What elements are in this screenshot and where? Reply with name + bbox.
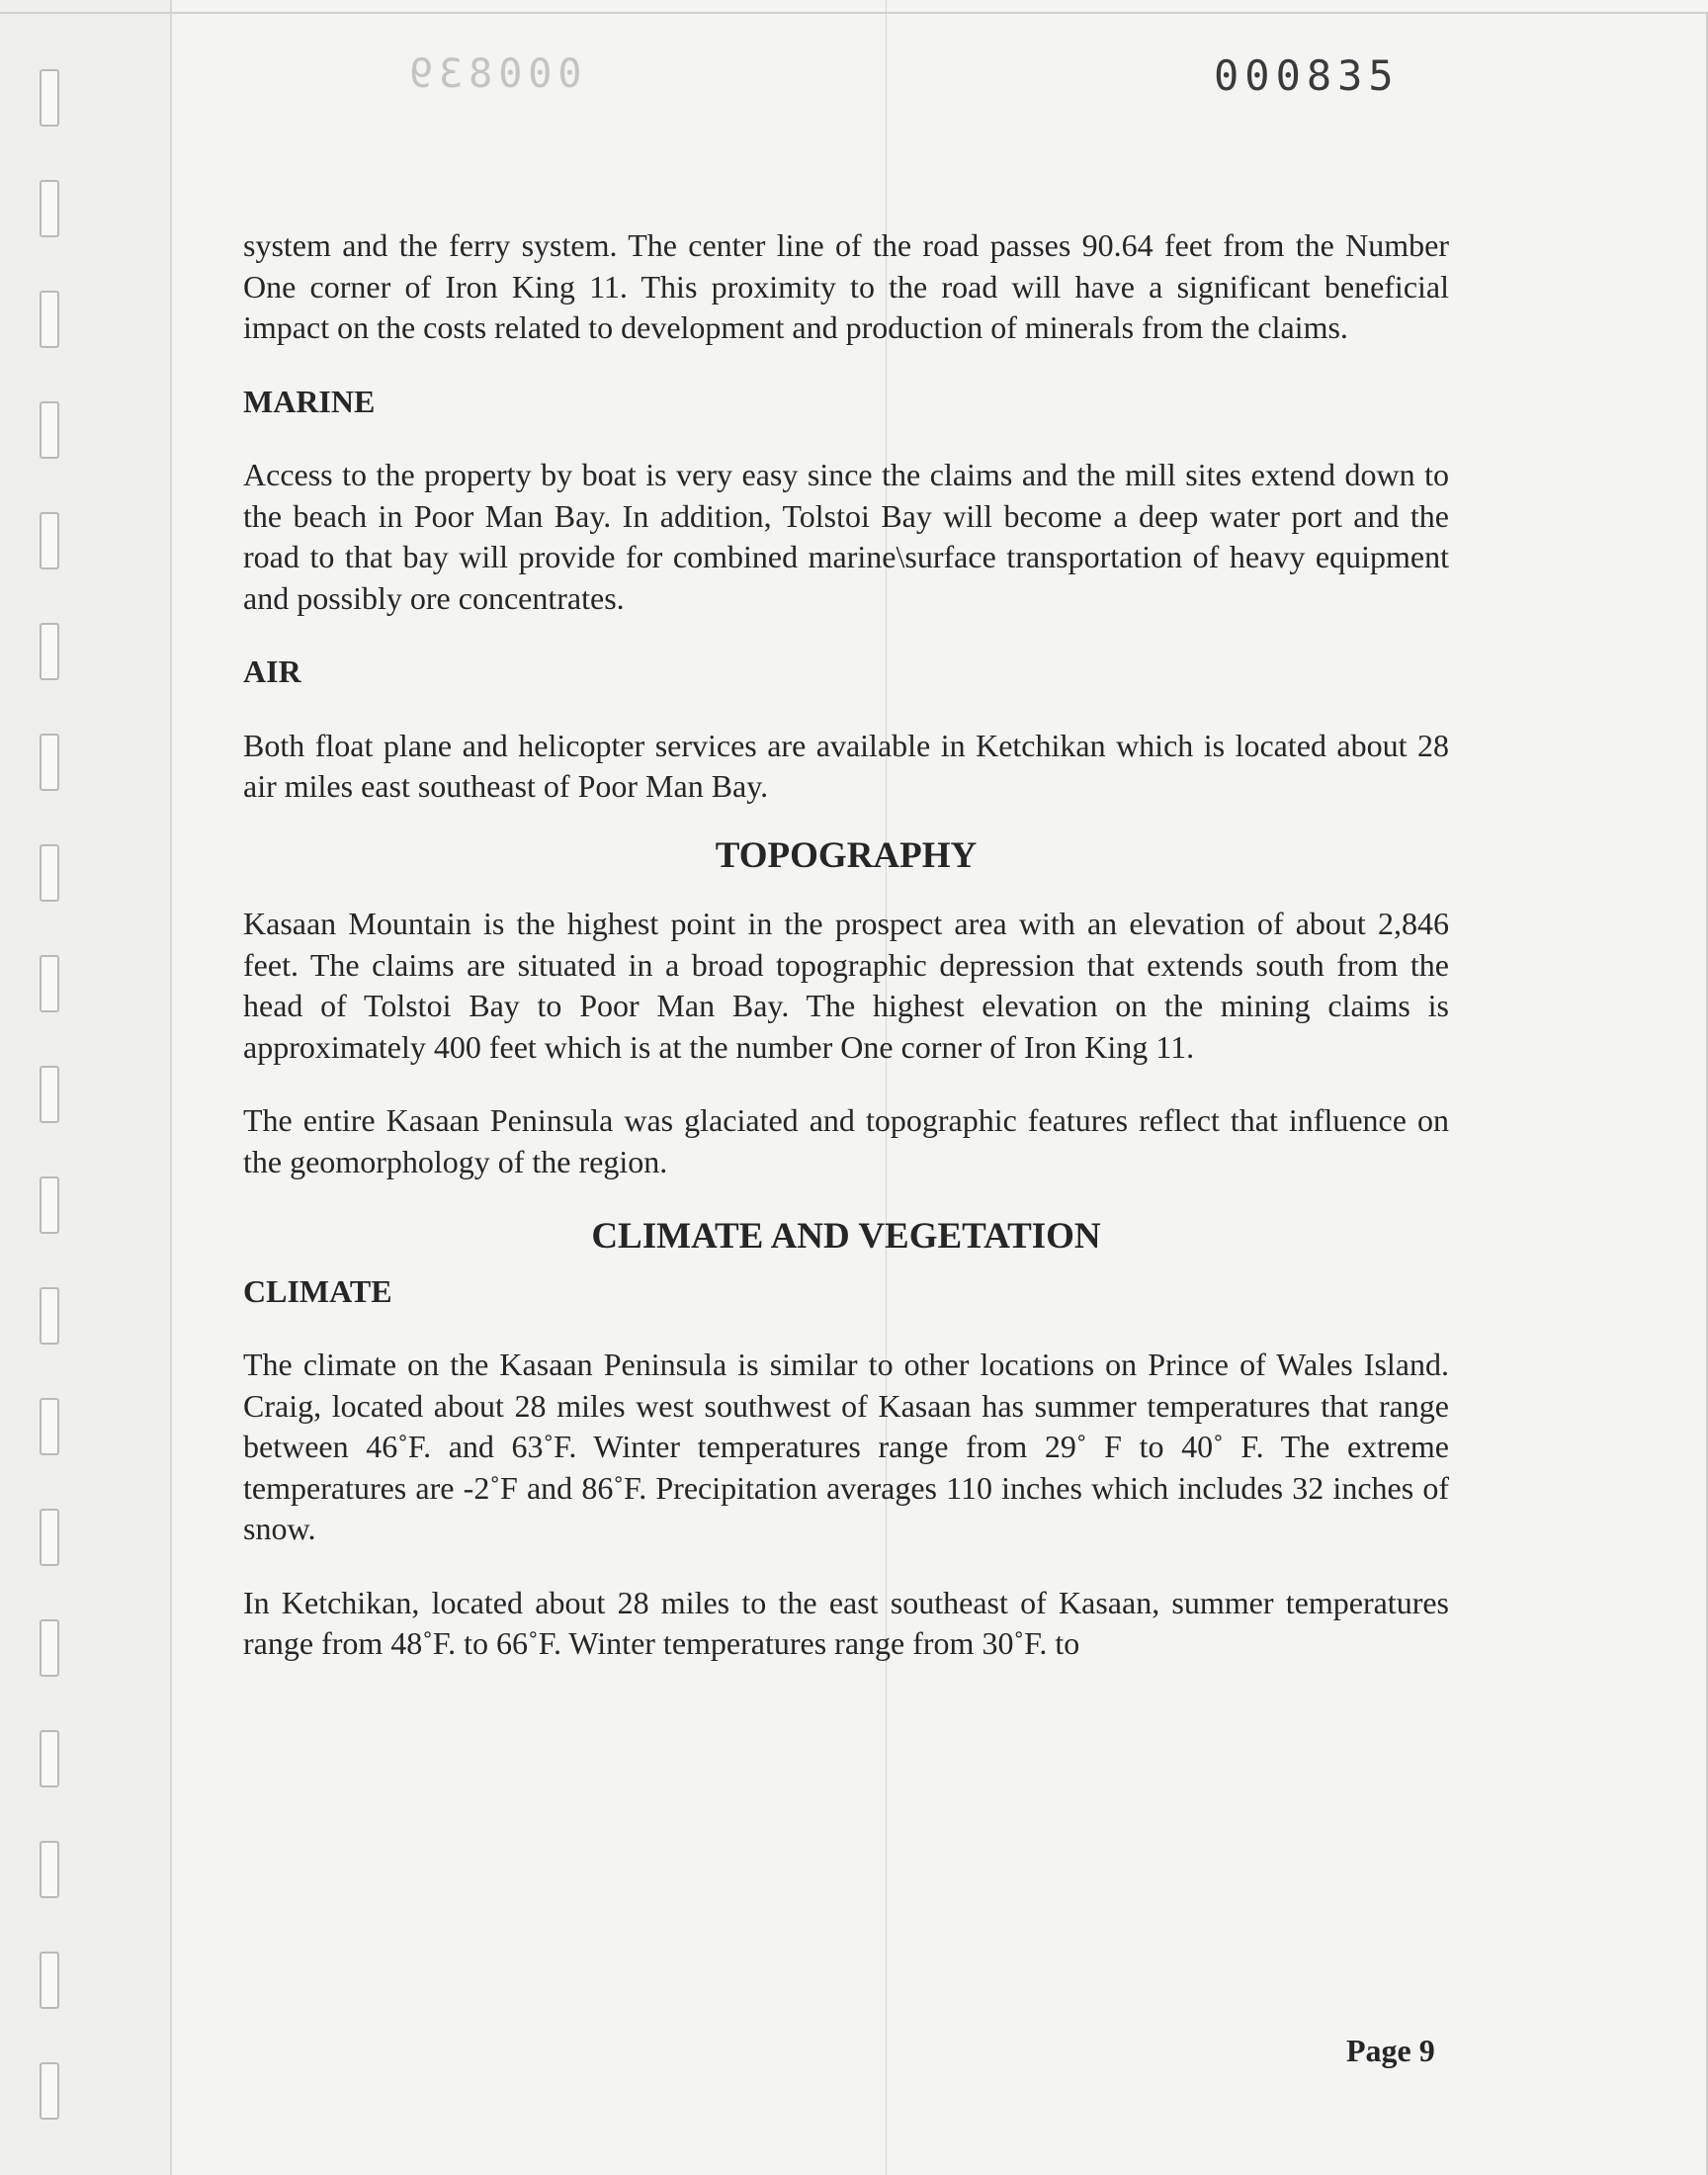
punch-hole [40,1841,59,1898]
topography-paragraph-1: Kasaan Mountain is the highest point in the prospect area with an elevation of about 2,846 feet. The claims are situated in a broad topographic depression that extends south from the head of Tolstoi Bay to Poor Man Bay. The highest elevation on the mining claims is approximately 400 feet which is at the number One corner of Iron King 11. [243,906,1449,1065]
punch-hole [40,1287,59,1345]
punch-hole [40,1619,59,1677]
page-edge [0,12,1708,14]
page-number: Page 9 [1346,2033,1435,2068]
bates-number: 000835 [1214,51,1400,100]
climate-paragraph-2: In Ketchikan, located about 28 miles to the east southeast of Kasaan, summer temperatures range from 48˚F. to 66˚F. Winter temperatures range from 30˚F. to [243,1584,1449,1661]
punch-hole [40,623,59,680]
topography-heading: TOPOGRAPHY [715,834,978,876]
punch-hole [40,401,59,459]
air-paragraph: Both float plane and helicopter services are available in Ketchikan which is located about 28 air miles east southeast of Poor Man Bay. [243,727,1449,804]
punch-hole [40,2062,59,2120]
punch-hole [40,1066,59,1123]
topography-paragraph-2: The entire Kasaan Peninsula was glaciated and topographic features reflect that influence on the geomorphology of the region. [243,1102,1449,1179]
punch-hole [40,1509,59,1566]
margin-rule [170,0,172,2175]
punch-hole [40,291,59,348]
punch-hole [40,734,59,791]
marine-paragraph: Access to the property by boat is very easy since the claims and the mill sites extend down to the beach in Poor Man Bay. In addition, Tolstoi Bay will become a deep water port and the road to that bay will provide for combined marine\surface transportation of heavy equipment and possibly ore concentrates. [243,457,1449,616]
climate-heading: CLIMATE [243,1272,392,1309]
punch-hole [40,1730,59,1787]
air-heading: AIR [243,653,301,689]
punch-hole [40,844,59,902]
document-body [243,225,1449,1665]
punch-hole [40,69,59,127]
climate-paragraph-1: The climate on the Kasaan Peninsula is similar to other locations on Prince of Wales Island. Craig, located about 28 miles west southwest of Kasaan has summer temperatures that range between 46˚F. and 63˚F. Winter temperatures range from 29˚ F to 40˚ F. The extreme temperatures are -2˚F and 86˚F. Precipitation averages 110 inches which includes 32 inches of snow. [243,1347,1449,1546]
intro-paragraph: system and the ferry system. The center line of the road passes 90.64 feet from the Number One corner of Iron King 11. This proximity to the road will have a significant beneficial impact on the costs related to development and production of minerals from the claims. [243,227,1449,345]
punch-hole [40,1176,59,1234]
punch-hole [40,1398,59,1455]
punch-hole [40,955,59,1012]
bleed-through-stamp: 000839 [403,51,582,97]
punch-hole [40,1952,59,2009]
marine-heading: MARINE [243,383,376,419]
punch-strip [0,0,170,2175]
punch-hole [40,512,59,569]
punch-hole [40,180,59,237]
climate-vegetation-heading: CLIMATE AND VEGETATION [591,1216,1101,1257]
